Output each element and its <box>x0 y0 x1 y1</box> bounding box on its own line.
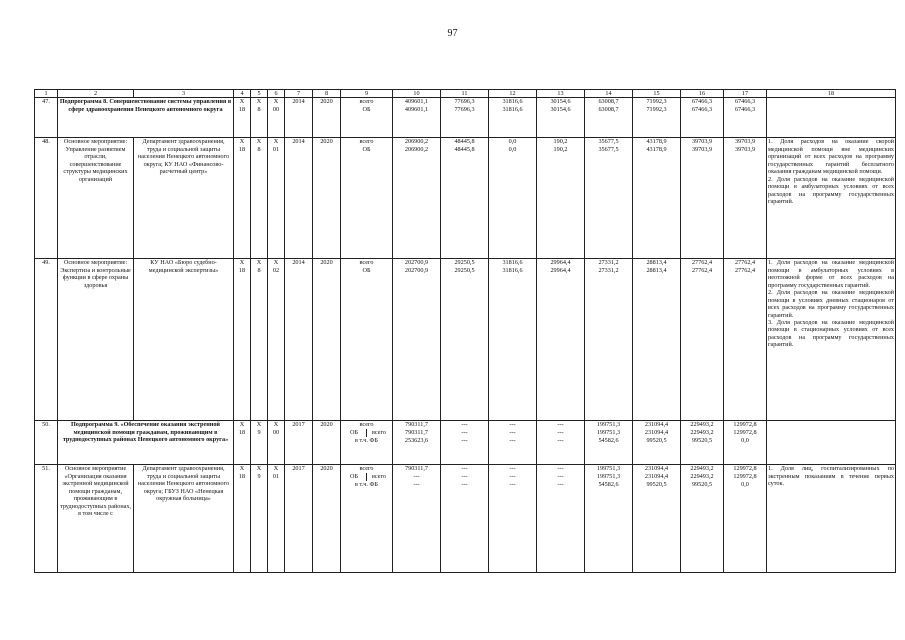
funding-source <box>341 138 393 259</box>
executor: Департамент здравоохранения, труда и социальной защиты населения Ненецкого автономного округа; ГБУЗ НАО «Ненецкая окружная больница» <box>134 465 234 573</box>
budget-code <box>234 465 251 573</box>
amount-cell <box>724 465 767 573</box>
header-cell: 15 <box>633 90 681 98</box>
amount-cell <box>585 98 633 138</box>
budget-code <box>234 259 251 421</box>
budget-code <box>268 138 285 259</box>
start-year: 2017 <box>285 465 313 573</box>
amount-value: 0,0 <box>508 138 517 146</box>
amount-value: 35677,5 <box>598 146 619 154</box>
subprogram-title: Подпрограмма 8. Совершенствование системы управления в сфере здравоохранения Ненецкого автономного округа <box>58 98 234 138</box>
row-number: 47. <box>35 98 58 138</box>
budget-code <box>268 98 285 138</box>
executor: Департамент здравоохранения, труда и социальной защиты населения Ненецкого автономного округа; КУ НАО «Финансово-расчетный центр» <box>134 138 234 259</box>
source-part: ОБ <box>349 473 359 481</box>
amount-value: 99520,5 <box>646 481 667 489</box>
source-label: в т.ч. ФБ <box>355 481 378 489</box>
note-paragraph: 1. Доля расходов на оказание медицинской помощи в амбулаторных условиях в неотложной форме от всех расходов на программу государственных гарантий. <box>768 259 894 289</box>
amount-cell <box>633 421 681 465</box>
table-row <box>35 138 896 259</box>
code-value: X <box>239 465 245 473</box>
source-label: всего <box>359 421 374 429</box>
note-paragraph: 1. Доля лиц, госпитализированных по экстренным показаниям в течение первых суток. <box>768 465 894 488</box>
header-cell: 4 <box>234 90 251 98</box>
amount-value: 27762,4 <box>691 259 713 267</box>
amount-value: --- <box>461 465 468 473</box>
header-cell: 8 <box>313 90 341 98</box>
amount-value: 31816,6 <box>502 98 523 106</box>
budget-code <box>234 421 251 465</box>
amount-cell <box>724 421 767 465</box>
note-paragraph: 1. Доля расходов на оказание скорой медицинской помощи вне медицинских организаций от всех расходов на программу государственных гарантий бесплатного оказания гражданам медицинской помощи. <box>768 138 894 176</box>
amount-value: 0,0 <box>508 146 517 154</box>
funding-source <box>341 465 393 573</box>
row-number: 51. <box>35 465 58 573</box>
code-value: 01 <box>272 473 280 481</box>
start-year: 2014 <box>285 138 313 259</box>
amount-cell <box>585 259 633 421</box>
amount-cell <box>633 98 681 138</box>
amount-cell <box>393 259 441 421</box>
amount-value: 202700,9 <box>404 267 429 275</box>
indicator-note <box>767 465 896 573</box>
amount-value: 30154,6 <box>550 98 571 106</box>
code-value: 18 <box>238 429 246 437</box>
header-cell: 1 <box>35 90 58 98</box>
amount-value: 31816,6 <box>502 267 523 275</box>
start-year: 2014 <box>285 259 313 421</box>
amount-cell <box>441 421 489 465</box>
amount-value: 54582,6 <box>598 481 619 489</box>
amount-value: 790311,7 <box>405 465 428 473</box>
amount-cell <box>489 421 537 465</box>
header-cell: 18 <box>767 90 896 98</box>
amount-value: 229493,2 <box>690 465 714 473</box>
measure-name: Основное мероприятие «Организация оказания экстренной медицинской помощи гражданам, проживающим в труднодоступных районах, в том числе с <box>58 465 134 573</box>
code-value: 18 <box>238 267 246 275</box>
code-value: X <box>256 465 262 473</box>
subprogram-title: Подпрограмма 9. «Обеспечение оказания экстренной медицинской помощи гражданам, проживающим в труднодоступных районах Ненецкого автономного округа» <box>58 421 234 465</box>
amount-value: 199751,3 <box>596 473 621 481</box>
end-year: 2020 <box>313 465 341 573</box>
amount-value: 77696,3 <box>454 106 475 114</box>
amount-value: 206900,2 <box>404 146 429 154</box>
amount-value: 129972,8 <box>733 473 757 481</box>
amount-value: 43178,9 <box>646 138 667 146</box>
source-label: ОБ <box>362 267 371 275</box>
amount-value: --- <box>509 481 516 489</box>
start-year: 2017 <box>285 421 313 465</box>
header-cell: 11 <box>441 90 489 98</box>
amount-value: 0,0 <box>741 481 749 489</box>
amount-cell <box>681 465 724 573</box>
amount-value: 31816,6 <box>502 106 523 114</box>
source-label <box>342 473 391 481</box>
amount-value: 29964,4 <box>550 259 571 267</box>
indicator-note <box>767 259 896 421</box>
code-value: X <box>273 138 279 146</box>
code-value: 00 <box>272 429 280 437</box>
source-label: всего <box>359 259 374 267</box>
amount-cell <box>681 98 724 138</box>
amount-value: --- <box>557 437 564 445</box>
amount-value: 39703,9 <box>734 138 756 146</box>
amount-value: 231094,4 <box>644 429 669 437</box>
source-label: всего <box>359 138 374 146</box>
budget-code <box>234 98 251 138</box>
note-paragraph: 3. Доля расходов на оказание медицинской помощи в стационарных условиях от всех расходов на программу государственных гарантий. <box>768 318 894 349</box>
amount-value: 199751,3 <box>596 421 621 429</box>
amount-value: 39703,9 <box>691 146 713 154</box>
code-value: X <box>256 98 262 106</box>
header-cell: 9 <box>341 90 393 98</box>
code-value: X <box>239 98 245 106</box>
amount-value: 77696,3 <box>454 98 475 106</box>
amount-value: 99520,5 <box>691 437 713 445</box>
amount-value: 35677,5 <box>598 138 619 146</box>
amount-value: 30154,6 <box>550 106 571 114</box>
amount-value: --- <box>461 437 468 445</box>
budget-code <box>268 259 285 421</box>
budget-code <box>251 138 268 259</box>
amount-cell <box>441 138 489 259</box>
amount-cell <box>393 465 441 573</box>
amount-cell <box>724 98 767 138</box>
amount-value: 27762,4 <box>734 267 756 275</box>
amount-value: --- <box>461 421 468 429</box>
amount-cell <box>537 465 585 573</box>
amount-value: --- <box>461 481 468 489</box>
amount-value: 229493,2 <box>690 429 714 437</box>
code-value: X <box>273 98 279 106</box>
amount-cell <box>681 259 724 421</box>
amount-value: 67466,3 <box>691 98 713 106</box>
amount-value: 31816,6 <box>502 259 523 267</box>
amount-value: 202700,9 <box>404 259 429 267</box>
amount-value: 28813,4 <box>646 259 667 267</box>
amount-value: --- <box>461 473 468 481</box>
amount-value: --- <box>557 421 564 429</box>
header-cell: 3 <box>134 90 234 98</box>
amount-value: 29964,4 <box>550 267 571 275</box>
note-paragraph: 2. Доля расходов на оказание медицинской помощи в условиях дневных стационаров от всех расходов на программу государственных гарантий. <box>768 289 894 319</box>
amount-cell <box>681 421 724 465</box>
amount-value: 409601,1 <box>404 106 429 114</box>
header-row <box>35 90 896 98</box>
budget-code <box>234 138 251 259</box>
page-number: 97 <box>447 28 458 39</box>
amount-value: 790311,7 <box>405 421 428 429</box>
amount-cell <box>724 259 767 421</box>
amount-value: --- <box>509 429 516 437</box>
header-cell: 14 <box>585 90 633 98</box>
code-value: X <box>256 138 262 146</box>
amount-cell <box>441 259 489 421</box>
amount-cell <box>393 98 441 138</box>
amount-cell <box>441 98 489 138</box>
code-value: 18 <box>238 106 246 114</box>
amount-value: 39703,9 <box>691 138 713 146</box>
amount-value: 190,2 <box>553 138 568 146</box>
end-year: 2020 <box>313 138 341 259</box>
amount-value: 99520,5 <box>646 437 667 445</box>
amount-cell <box>537 421 585 465</box>
program-table <box>34 89 896 573</box>
code-value: X <box>273 465 279 473</box>
amount-value: --- <box>557 429 564 437</box>
source-part: ОБ <box>349 429 359 437</box>
amount-cell <box>724 138 767 259</box>
amount-value: --- <box>557 473 564 481</box>
amount-value: 71992,3 <box>646 106 667 114</box>
amount-cell <box>441 465 489 573</box>
amount-cell <box>585 138 633 259</box>
amount-cell <box>633 465 681 573</box>
table-row <box>35 421 896 465</box>
amount-cell <box>489 259 537 421</box>
row-number: 50. <box>35 421 58 465</box>
code-value: 9 <box>257 473 261 481</box>
code-value: X <box>256 421 262 429</box>
source-part: всего <box>366 473 391 481</box>
amount-value: --- <box>509 473 516 481</box>
funding-source <box>341 421 393 465</box>
amount-value: 231094,4 <box>644 421 669 429</box>
amount-value: 39703,9 <box>734 146 756 154</box>
amount-value: 229493,2 <box>690 421 714 429</box>
amount-value: 63008,7 <box>598 106 619 114</box>
amount-value: 67466,3 <box>734 106 756 114</box>
amount-cell <box>585 421 633 465</box>
amount-value: 190,2 <box>553 146 568 154</box>
code-value: X <box>256 259 262 267</box>
amount-value: 28813,4 <box>646 267 667 275</box>
note-paragraph: 2. Доля расходов на оказание медицинской помощи в амбулаторных условиях от всех расходов на программу государственных гарантий. <box>768 175 894 205</box>
amount-value: 409601,1 <box>404 98 429 106</box>
amount-value: 129972,8 <box>733 465 757 473</box>
code-value: X <box>239 259 245 267</box>
amount-cell <box>633 138 681 259</box>
amount-value: 199751,3 <box>596 429 621 437</box>
code-value: 02 <box>272 267 280 275</box>
indicator-note <box>767 138 896 259</box>
source-label: ОБ <box>362 106 371 114</box>
code-value: 00 <box>272 106 280 114</box>
header-cell: 7 <box>285 90 313 98</box>
amount-value: 253623,6 <box>404 437 429 445</box>
code-value: 9 <box>257 429 261 437</box>
amount-value: 206900,2 <box>404 138 429 146</box>
amount-value: 54582,6 <box>598 437 619 445</box>
code-value: X <box>239 421 245 429</box>
header-cell: 17 <box>724 90 767 98</box>
header-cell: 10 <box>393 90 441 98</box>
budget-code <box>268 421 285 465</box>
code-value: 8 <box>257 267 261 275</box>
amount-value: --- <box>413 481 420 489</box>
row-number: 49. <box>35 259 58 421</box>
amount-value: 27762,4 <box>691 267 713 275</box>
header-cell: 12 <box>489 90 537 98</box>
start-year: 2014 <box>285 98 313 138</box>
header-cell: 16 <box>681 90 724 98</box>
code-value: 01 <box>272 146 280 154</box>
amount-value: 27762,4 <box>734 259 756 267</box>
code-value: 18 <box>238 473 246 481</box>
header-cell: 5 <box>251 90 268 98</box>
amount-value: --- <box>461 429 468 437</box>
amount-value: 0,0 <box>741 437 749 445</box>
end-year: 2020 <box>313 98 341 138</box>
amount-cell <box>681 138 724 259</box>
measure-name: Основное мероприятие: Экспертиза и контрольные функции в сфере охраны здоровья <box>58 259 134 421</box>
amount-value: 43178,9 <box>646 146 667 154</box>
amount-cell <box>633 259 681 421</box>
amount-value: 63008,7 <box>598 98 619 106</box>
table-row <box>35 465 896 573</box>
table-row <box>35 98 896 138</box>
amount-value: 231094,4 <box>644 473 669 481</box>
measure-name: Основное мероприятие: Управление развитием отрасли, совершенствование структуры медицинских организаций <box>58 138 134 259</box>
amount-cell <box>393 421 441 465</box>
amount-value: --- <box>413 473 420 481</box>
amount-cell <box>585 465 633 573</box>
code-value: 8 <box>257 106 261 114</box>
row-number: 48. <box>35 138 58 259</box>
budget-code <box>251 259 268 421</box>
amount-cell <box>489 138 537 259</box>
amount-value: 99520,5 <box>691 481 713 489</box>
amount-value: --- <box>557 481 564 489</box>
amount-value: 27331,2 <box>598 267 619 275</box>
budget-code <box>251 421 268 465</box>
amount-value: 48445,8 <box>454 138 475 146</box>
source-label: ОБ <box>362 146 371 154</box>
indicator-note <box>767 98 896 138</box>
amount-value: 129972,8 <box>733 429 757 437</box>
amount-cell <box>537 98 585 138</box>
header-cell: 6 <box>268 90 285 98</box>
amount-value: 29250,5 <box>454 259 475 267</box>
amount-cell <box>537 259 585 421</box>
amount-value: 231094,4 <box>644 465 669 473</box>
code-value: 8 <box>257 146 261 154</box>
source-label: всего <box>359 465 374 473</box>
amount-value: 229493,2 <box>690 473 714 481</box>
funding-source <box>341 98 393 138</box>
code-value: 18 <box>238 146 246 154</box>
budget-code <box>268 465 285 573</box>
code-value: X <box>273 259 279 267</box>
source-label <box>342 429 391 437</box>
amount-value: 29250,5 <box>454 267 475 275</box>
code-value: X <box>239 138 245 146</box>
amount-cell <box>489 98 537 138</box>
code-value: X <box>273 421 279 429</box>
source-part: всего <box>366 429 391 437</box>
amount-value: 129972,8 <box>733 421 757 429</box>
amount-value: --- <box>509 421 516 429</box>
amount-cell <box>537 138 585 259</box>
end-year: 2020 <box>313 421 341 465</box>
end-year: 2020 <box>313 259 341 421</box>
amount-cell <box>489 465 537 573</box>
funding-source <box>341 259 393 421</box>
amount-value: 199751,3 <box>596 465 621 473</box>
header-cell: 2 <box>58 90 134 98</box>
amount-value: 48445,8 <box>454 146 475 154</box>
source-label: в т.ч. ФБ <box>355 437 378 445</box>
amount-value: 67466,3 <box>691 106 713 114</box>
source-label: всего <box>359 98 374 106</box>
amount-value: 67466,3 <box>734 98 756 106</box>
amount-value: 790311,7 <box>405 429 428 437</box>
amount-value: --- <box>509 437 516 445</box>
amount-cell <box>393 138 441 259</box>
budget-code <box>251 465 268 573</box>
header-cell: 13 <box>537 90 585 98</box>
amount-value: 27331,2 <box>598 259 619 267</box>
amount-value: --- <box>509 465 516 473</box>
budget-code <box>251 98 268 138</box>
table-row <box>35 259 896 421</box>
indicator-note <box>767 421 896 465</box>
executor: КУ НАО «Бюро судебно-медицинской экспертизы» <box>134 259 234 421</box>
amount-value: 71992,3 <box>646 98 667 106</box>
amount-value: --- <box>557 465 564 473</box>
